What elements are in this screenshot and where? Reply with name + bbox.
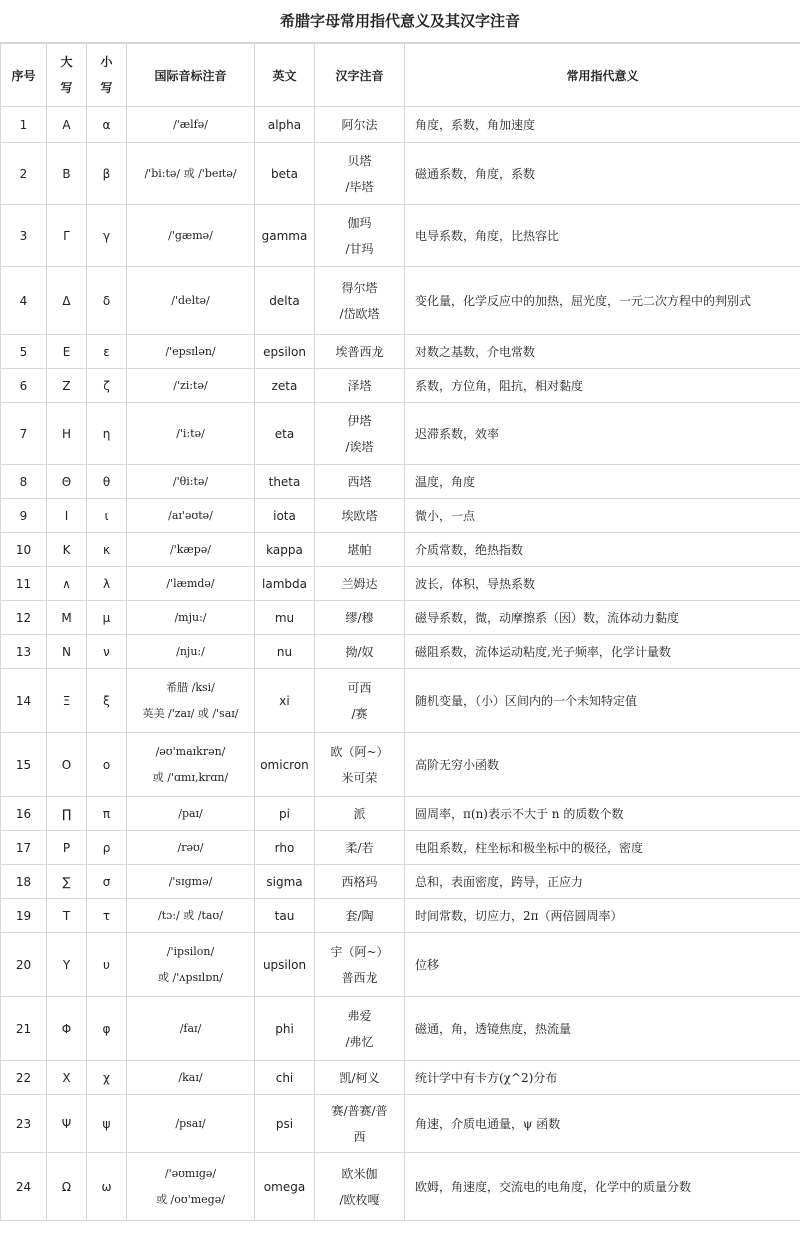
table-row — [1, 899, 800, 933]
ipa-line: /mju:/ — [174, 610, 207, 624]
ipa-pronunciation — [127, 107, 255, 143]
row-index: 9 — [1, 499, 47, 533]
ipa-pronunciation — [127, 533, 255, 567]
ipa-line: 或 /oʊ'megə/ — [156, 1192, 225, 1206]
chinese-line: 埃普西龙 — [335, 344, 384, 359]
uppercase-letter: ∧ — [47, 567, 87, 601]
ipa-line: 或 /'ɑmɪ,krɑn/ — [152, 770, 229, 784]
lowercase-letter: α — [87, 107, 127, 143]
english-name: upsilon — [255, 933, 315, 997]
ipa-pronunciation — [127, 499, 255, 533]
ipa-line: 或 /'ʌpsɪlɒn/ — [158, 970, 223, 984]
chinese-pronunciation — [315, 369, 405, 403]
common-meaning: 高阶无穷小函数 — [405, 733, 800, 797]
lowercase-letter: φ — [87, 997, 127, 1061]
uppercase-letter: Χ — [47, 1061, 87, 1095]
header-row — [1, 44, 800, 107]
ipa-line: /'ælfə/ — [173, 117, 208, 131]
chinese-line: 赛/普赛/普 — [331, 1103, 388, 1118]
row-index: 8 — [1, 465, 47, 499]
lowercase-letter: π — [87, 797, 127, 831]
uppercase-letter: Μ — [47, 601, 87, 635]
ipa-line: /'gæmə/ — [168, 228, 213, 242]
greek-letter-table — [0, 43, 800, 1221]
lowercase-letter: ξ — [87, 669, 127, 733]
uppercase-letter: Δ — [47, 267, 87, 335]
common-meaning: 磁导系数，微，动摩擦系（因）数，流体动力黏度 — [405, 601, 800, 635]
english-name: mu — [255, 601, 315, 635]
english-name: psi — [255, 1095, 315, 1153]
uppercase-letter: Τ — [47, 899, 87, 933]
ipa-line: 英美 /'zaɪ/ 或 /'saɪ/ — [142, 706, 239, 720]
row-index: 24 — [1, 1153, 47, 1221]
chinese-line: 米可荣 — [341, 770, 378, 785]
chinese-line: 西塔 — [347, 474, 372, 489]
lowercase-letter: κ — [87, 533, 127, 567]
uppercase-letter: Α — [47, 107, 87, 143]
row-index: 15 — [1, 733, 47, 797]
english-name: nu — [255, 635, 315, 669]
chinese-pronunciation — [315, 403, 405, 465]
chinese-pronunciation — [315, 267, 405, 335]
uppercase-letter: Φ — [47, 997, 87, 1061]
chinese-pronunciation — [315, 669, 405, 733]
uppercase-letter: Ι — [47, 499, 87, 533]
lowercase-letter: ν — [87, 635, 127, 669]
ipa-line: /'bi:tə/ 或 /'beɪtə/ — [144, 166, 237, 180]
chinese-line: 伊塔 — [347, 413, 372, 428]
row-index: 13 — [1, 635, 47, 669]
uppercase-letter: Ζ — [47, 369, 87, 403]
lowercase-letter: θ — [87, 465, 127, 499]
row-index: 12 — [1, 601, 47, 635]
lowercase-letter: γ — [87, 205, 127, 267]
row-index: 18 — [1, 865, 47, 899]
lowercase-letter: ψ — [87, 1095, 127, 1153]
english-name: xi — [255, 669, 315, 733]
chinese-pronunciation — [315, 143, 405, 205]
row-index: 1 — [1, 107, 47, 143]
common-meaning: 电导系数，角度，比热容比 — [405, 205, 800, 267]
chinese-pronunciation — [315, 933, 405, 997]
ipa-line: /'əʊmɪgə/ — [164, 1166, 217, 1180]
chinese-pronunciation — [315, 831, 405, 865]
chinese-line: 宇（阿~） — [330, 944, 389, 959]
english-name: iota — [255, 499, 315, 533]
ipa-pronunciation — [127, 267, 255, 335]
table-row — [1, 567, 800, 601]
english-name: omicron — [255, 733, 315, 797]
lowercase-letter: ρ — [87, 831, 127, 865]
table-row — [1, 107, 800, 143]
uppercase-letter: Η — [47, 403, 87, 465]
chinese-line: 拗/奴 — [345, 644, 374, 659]
row-index: 4 — [1, 267, 47, 335]
table-row — [1, 797, 800, 831]
table-row — [1, 733, 800, 797]
ipa-pronunciation — [127, 335, 255, 369]
ipa-pronunciation — [127, 669, 255, 733]
lowercase-letter: σ — [87, 865, 127, 899]
table-row — [1, 635, 800, 669]
chinese-pronunciation — [315, 899, 405, 933]
ipa-line: /tɔ:/ 或 /taʊ/ — [158, 908, 223, 922]
ipa-pronunciation — [127, 1153, 255, 1221]
english-name: chi — [255, 1061, 315, 1095]
header-uppercase-line2: 写 — [60, 81, 73, 95]
ipa-pronunciation — [127, 997, 255, 1061]
chinese-line: 兰姆达 — [341, 576, 378, 591]
english-name: zeta — [255, 369, 315, 403]
table-row — [1, 933, 800, 997]
english-name: theta — [255, 465, 315, 499]
table-row — [1, 997, 800, 1061]
row-index: 7 — [1, 403, 47, 465]
uppercase-letter: Ε — [47, 335, 87, 369]
common-meaning: 磁通，角，透镜焦度，热流量 — [405, 997, 800, 1061]
english-name: omega — [255, 1153, 315, 1221]
uppercase-letter: Ν — [47, 635, 87, 669]
table-row — [1, 465, 800, 499]
lowercase-letter: τ — [87, 899, 127, 933]
page-title: 希腊字母常用指代意义及其汉字注音 — [0, 0, 800, 43]
ipa-line: /'deltə/ — [171, 293, 210, 307]
chinese-pronunciation — [315, 1153, 405, 1221]
uppercase-letter: Β — [47, 143, 87, 205]
row-index: 14 — [1, 669, 47, 733]
ipa-pronunciation — [127, 831, 255, 865]
ipa-pronunciation — [127, 933, 255, 997]
row-index: 16 — [1, 797, 47, 831]
header-meaning: 常用指代意义 — [405, 44, 800, 107]
common-meaning: 角度，系数，角加速度 — [405, 107, 800, 143]
lowercase-letter: χ — [87, 1061, 127, 1095]
chinese-pronunciation — [315, 533, 405, 567]
table-row — [1, 335, 800, 369]
row-index: 2 — [1, 143, 47, 205]
ipa-line: /'θi:tə/ — [172, 474, 209, 488]
ipa-line: /psaɪ/ — [175, 1116, 206, 1130]
table-row — [1, 499, 800, 533]
common-meaning: 磁阻系数，流体运动粘度,光子频率，化学计量数 — [405, 635, 800, 669]
common-meaning: 磁通系数，角度，系数 — [405, 143, 800, 205]
ipa-line: /nju:/ — [176, 644, 205, 658]
header-ipa: 国际音标注音 — [127, 44, 255, 107]
common-meaning: 随机变量，（小）区间内的一个未知特定值 — [405, 669, 800, 733]
uppercase-letter: Κ — [47, 533, 87, 567]
chinese-pronunciation — [315, 1061, 405, 1095]
table-row — [1, 403, 800, 465]
common-meaning: 变化量，化学反应中的加热，屈光度，一元二次方程中的判别式 — [405, 267, 800, 335]
header-index: 序号 — [1, 44, 47, 107]
english-name: gamma — [255, 205, 315, 267]
chinese-line: 堪帕 — [347, 542, 372, 557]
row-index: 3 — [1, 205, 47, 267]
chinese-pronunciation — [315, 1095, 405, 1153]
chinese-pronunciation — [315, 465, 405, 499]
chinese-pronunciation — [315, 601, 405, 635]
lowercase-letter: υ — [87, 933, 127, 997]
chinese-pronunciation — [315, 335, 405, 369]
ipa-pronunciation — [127, 1095, 255, 1153]
header-lowercase-line1: 小 — [100, 55, 113, 69]
common-meaning: 统计学中有卡方(χ^2)分布 — [405, 1061, 800, 1095]
chinese-line: 阿尔法 — [341, 117, 378, 132]
ipa-pronunciation — [127, 403, 255, 465]
table-row — [1, 865, 800, 899]
ipa-line: /paɪ/ — [178, 806, 203, 820]
chinese-line: 派 — [353, 806, 366, 821]
ipa-pronunciation — [127, 797, 255, 831]
common-meaning: 圆周率，π(n)表示不大于 n 的质数个数 — [405, 797, 800, 831]
lowercase-letter: λ — [87, 567, 127, 601]
lowercase-letter: ο — [87, 733, 127, 797]
english-name: beta — [255, 143, 315, 205]
uppercase-letter: Υ — [47, 933, 87, 997]
header-uppercase — [47, 44, 87, 107]
common-meaning: 迟滞系数，效率 — [405, 403, 800, 465]
ipa-pronunciation — [127, 567, 255, 601]
ipa-pronunciation — [127, 865, 255, 899]
row-index: 21 — [1, 997, 47, 1061]
ipa-line: 希腊 /ksi/ — [166, 680, 215, 694]
chinese-line: 普西龙 — [341, 970, 378, 985]
lowercase-letter: η — [87, 403, 127, 465]
ipa-line: /faɪ/ — [179, 1021, 202, 1035]
ipa-line: /kaɪ/ — [178, 1070, 203, 1084]
header-english: 英文 — [255, 44, 315, 107]
chinese-pronunciation — [315, 567, 405, 601]
ipa-line: /əʊ'maɪkrən/ — [155, 744, 226, 758]
uppercase-letter: ∏ — [47, 797, 87, 831]
ipa-pronunciation — [127, 899, 255, 933]
english-name: phi — [255, 997, 315, 1061]
table-row — [1, 1061, 800, 1095]
table-row — [1, 831, 800, 865]
uppercase-letter: Γ — [47, 205, 87, 267]
chinese-line: 缪/穆 — [345, 610, 374, 625]
english-name: rho — [255, 831, 315, 865]
ipa-pronunciation — [127, 601, 255, 635]
lowercase-letter: δ — [87, 267, 127, 335]
uppercase-letter: Ρ — [47, 831, 87, 865]
row-index: 20 — [1, 933, 47, 997]
chinese-pronunciation — [315, 499, 405, 533]
chinese-line: 欧米伽 — [341, 1166, 378, 1181]
english-name: delta — [255, 267, 315, 335]
english-name: kappa — [255, 533, 315, 567]
uppercase-letter: Ω — [47, 1153, 87, 1221]
chinese-line: /诶塔 — [345, 439, 374, 454]
header-lowercase-line2: 写 — [100, 81, 113, 95]
common-meaning: 电阻系数，柱坐标和极坐标中的极径，密度 — [405, 831, 800, 865]
chinese-line: 泽塔 — [347, 378, 372, 393]
common-meaning: 系数，方位角，阻抗，相对黏度 — [405, 369, 800, 403]
chinese-line: 贝塔 — [347, 153, 372, 168]
lowercase-letter: ι — [87, 499, 127, 533]
chinese-line: 弗爱 — [347, 1008, 372, 1023]
table-row — [1, 1095, 800, 1153]
lowercase-letter: ε — [87, 335, 127, 369]
common-meaning: 介质常数，绝热指数 — [405, 533, 800, 567]
common-meaning: 位移 — [405, 933, 800, 997]
table-row — [1, 143, 800, 205]
table-body — [1, 107, 800, 1221]
ipa-line: /'læmdə/ — [166, 576, 215, 590]
header-lowercase — [87, 44, 127, 107]
row-index: 5 — [1, 335, 47, 369]
row-index: 11 — [1, 567, 47, 601]
common-meaning: 角速，介质电通量，ψ 函数 — [405, 1095, 800, 1153]
chinese-line: 得尔塔 — [341, 280, 378, 295]
common-meaning: 欧姆，角速度，交流电的电角度，化学中的质量分数 — [405, 1153, 800, 1221]
chinese-line: 可西 — [347, 680, 372, 695]
chinese-line: 凯/柯义 — [339, 1070, 380, 1085]
uppercase-letter: Ξ — [47, 669, 87, 733]
table-row — [1, 267, 800, 335]
english-name: eta — [255, 403, 315, 465]
common-meaning: 温度，角度 — [405, 465, 800, 499]
table-row — [1, 601, 800, 635]
uppercase-letter: Θ — [47, 465, 87, 499]
english-name: epsilon — [255, 335, 315, 369]
lowercase-letter: μ — [87, 601, 127, 635]
header-chinese: 汉字注音 — [315, 44, 405, 107]
ipa-pronunciation — [127, 369, 255, 403]
chinese-pronunciation — [315, 635, 405, 669]
ipa-line: /rəʊ/ — [177, 840, 204, 854]
table-row — [1, 205, 800, 267]
english-name: sigma — [255, 865, 315, 899]
uppercase-letter: Ο — [47, 733, 87, 797]
chinese-line: /赛 — [351, 706, 368, 721]
table-row — [1, 669, 800, 733]
chinese-line: 欧（阿~） — [330, 744, 389, 759]
row-index: 10 — [1, 533, 47, 567]
chinese-line: 西格玛 — [341, 874, 378, 889]
chinese-line: 西 — [353, 1129, 366, 1144]
chinese-pronunciation — [315, 107, 405, 143]
lowercase-letter: ω — [87, 1153, 127, 1221]
chinese-pronunciation — [315, 797, 405, 831]
lowercase-letter: ζ — [87, 369, 127, 403]
chinese-line: 埃欧塔 — [341, 508, 378, 523]
chinese-pronunciation — [315, 865, 405, 899]
ipa-pronunciation — [127, 733, 255, 797]
english-name: alpha — [255, 107, 315, 143]
table-row — [1, 369, 800, 403]
chinese-line: 伽玛 — [347, 215, 372, 230]
english-name: lambda — [255, 567, 315, 601]
english-name: pi — [255, 797, 315, 831]
uppercase-letter: Ψ — [47, 1095, 87, 1153]
chinese-line: 套/陶 — [345, 908, 374, 923]
table-row — [1, 533, 800, 567]
uppercase-letter: ∑ — [47, 865, 87, 899]
ipa-pronunciation — [127, 143, 255, 205]
ipa-line: /'kæpə/ — [170, 542, 211, 556]
english-name: tau — [255, 899, 315, 933]
ipa-pronunciation — [127, 465, 255, 499]
ipa-line: /'epsɪlən/ — [165, 344, 216, 358]
row-index: 19 — [1, 899, 47, 933]
common-meaning: 波长，体积，导热系数 — [405, 567, 800, 601]
ipa-line: /aɪ'əʊtə/ — [168, 508, 213, 522]
row-index: 22 — [1, 1061, 47, 1095]
header-uppercase-line1: 大 — [60, 55, 73, 69]
chinese-pronunciation — [315, 733, 405, 797]
ipa-line: /'i:tə/ — [176, 426, 205, 440]
ipa-pronunciation — [127, 635, 255, 669]
chinese-pronunciation — [315, 997, 405, 1061]
ipa-line: /'ipsilon/ — [166, 944, 215, 958]
chinese-line: /毕塔 — [345, 179, 374, 194]
common-meaning: 时间常数，切应力，2π（两倍圆周率） — [405, 899, 800, 933]
row-index: 17 — [1, 831, 47, 865]
ipa-pronunciation — [127, 1061, 255, 1095]
table-row — [1, 1153, 800, 1221]
row-index: 6 — [1, 369, 47, 403]
chinese-line: 柔/若 — [345, 840, 374, 855]
lowercase-letter: β — [87, 143, 127, 205]
chinese-line: /岱欧塔 — [339, 306, 380, 321]
row-index: 23 — [1, 1095, 47, 1153]
ipa-pronunciation — [127, 205, 255, 267]
common-meaning: 对数之基数，介电常数 — [405, 335, 800, 369]
ipa-line: /'sɪgmə/ — [168, 874, 213, 888]
chinese-line: /弗忆 — [345, 1034, 374, 1049]
common-meaning: 微小，一点 — [405, 499, 800, 533]
common-meaning: 总和，表面密度，跨导，正应力 — [405, 865, 800, 899]
chinese-line: /欧枚嘎 — [339, 1192, 380, 1207]
ipa-line: /'zi:tə/ — [173, 378, 208, 392]
chinese-line: /甘玛 — [345, 241, 374, 256]
chinese-pronunciation — [315, 205, 405, 267]
